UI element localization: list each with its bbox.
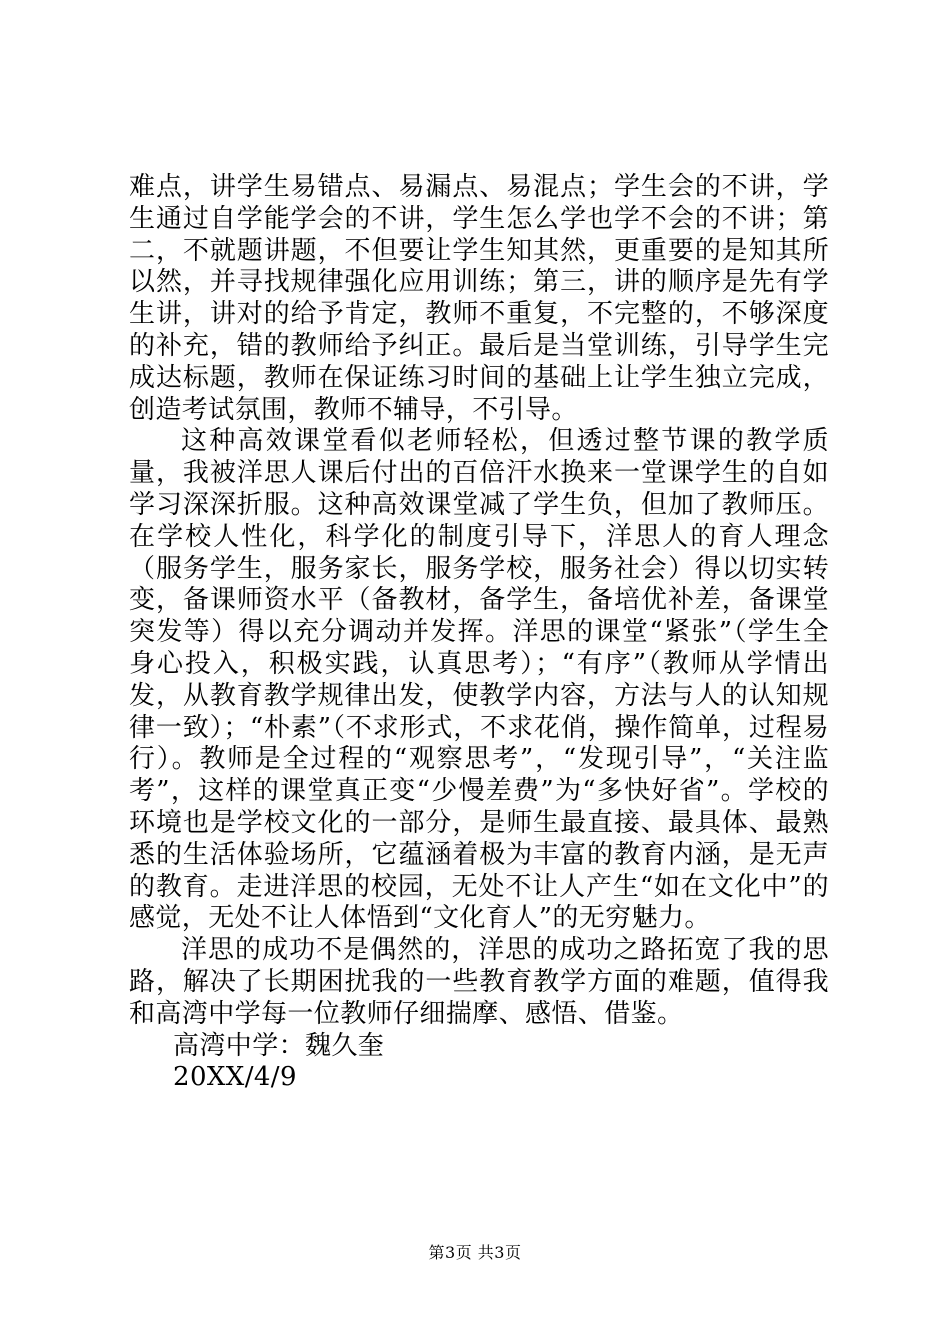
signature-line: 高湾中学：魏久奎 [173,1030,385,1061]
paragraph-2: 这种高效课堂看似老师轻松，但透过整节课的教学质量，我被洋思人课后付出的百倍汗水换来一堂课学生的自如学习深深折服。这种高效课堂减了学生负，但加了教师压。在学校人性化，科学化的制度引导下，洋思人的育人理念（服务学生，服务家长，服务学校，服务社会）得以切实转变，备课师资水平（备教材，备学生，备培优补差，备课堂突发等）得以充分调动并发挥。洋思的课堂“紧张”（学生全身心投入，积极实践，认真思考）；“有序”（教师从学情出发，从教育教学规律出发，使教学内容，方法与人的认知规律一致）；“朴素”（不求形式，不求花俏，操作简单，过程易行）。教师是全过程的“观察思考”，“发现引导”，“关注监考”，这样的课堂真正变“少慢差费”为“多快好省”。学校的环境也是学校文化的一部分，是师生最直接、最具体、最熟悉的生活体验场所，它蕴涵着极为丰富的教育内涵，是无声的教育。走进洋思的校园，无处不让人产生“如在文化中”的感觉，无处不让人体悟到“文化育人”的无穷魅力。 [129,426,829,934]
document-body [129,172,829,1094]
paragraph-3: 洋思的成功不是偶然的，洋思的成功之路拓宽了我的思路，解决了长期困扰我的一些教育教学方面的难题，值得我和高湾中学每一位教师仔细揣摩、感悟、借鉴。 [129,935,829,1029]
paragraph-1: 难点，讲学生易错点、易漏点、易混点；学生会的不讲，学生通过自学能学会的不讲，学生怎么学也学不会的不讲；第二，不就题讲题，不但要让学生知其然，更重要的是知其所以然，并寻找规律强化应用训练；第三，讲的顺序是先有学生讲，讲对的给予肯定，教师不重复，不完整的，不够深度的补充，错的教师给予纠正。最后是当堂训练，引导学生完成达标题，教师在保证练习时间的基础上让学生独立完成，创造考试氛围，教师不辅导，不引导。 [129,172,829,425]
page-footer: 第3页 共3页 [428,1243,522,1262]
date-line: 20XX/4/9 [173,1062,297,1093]
